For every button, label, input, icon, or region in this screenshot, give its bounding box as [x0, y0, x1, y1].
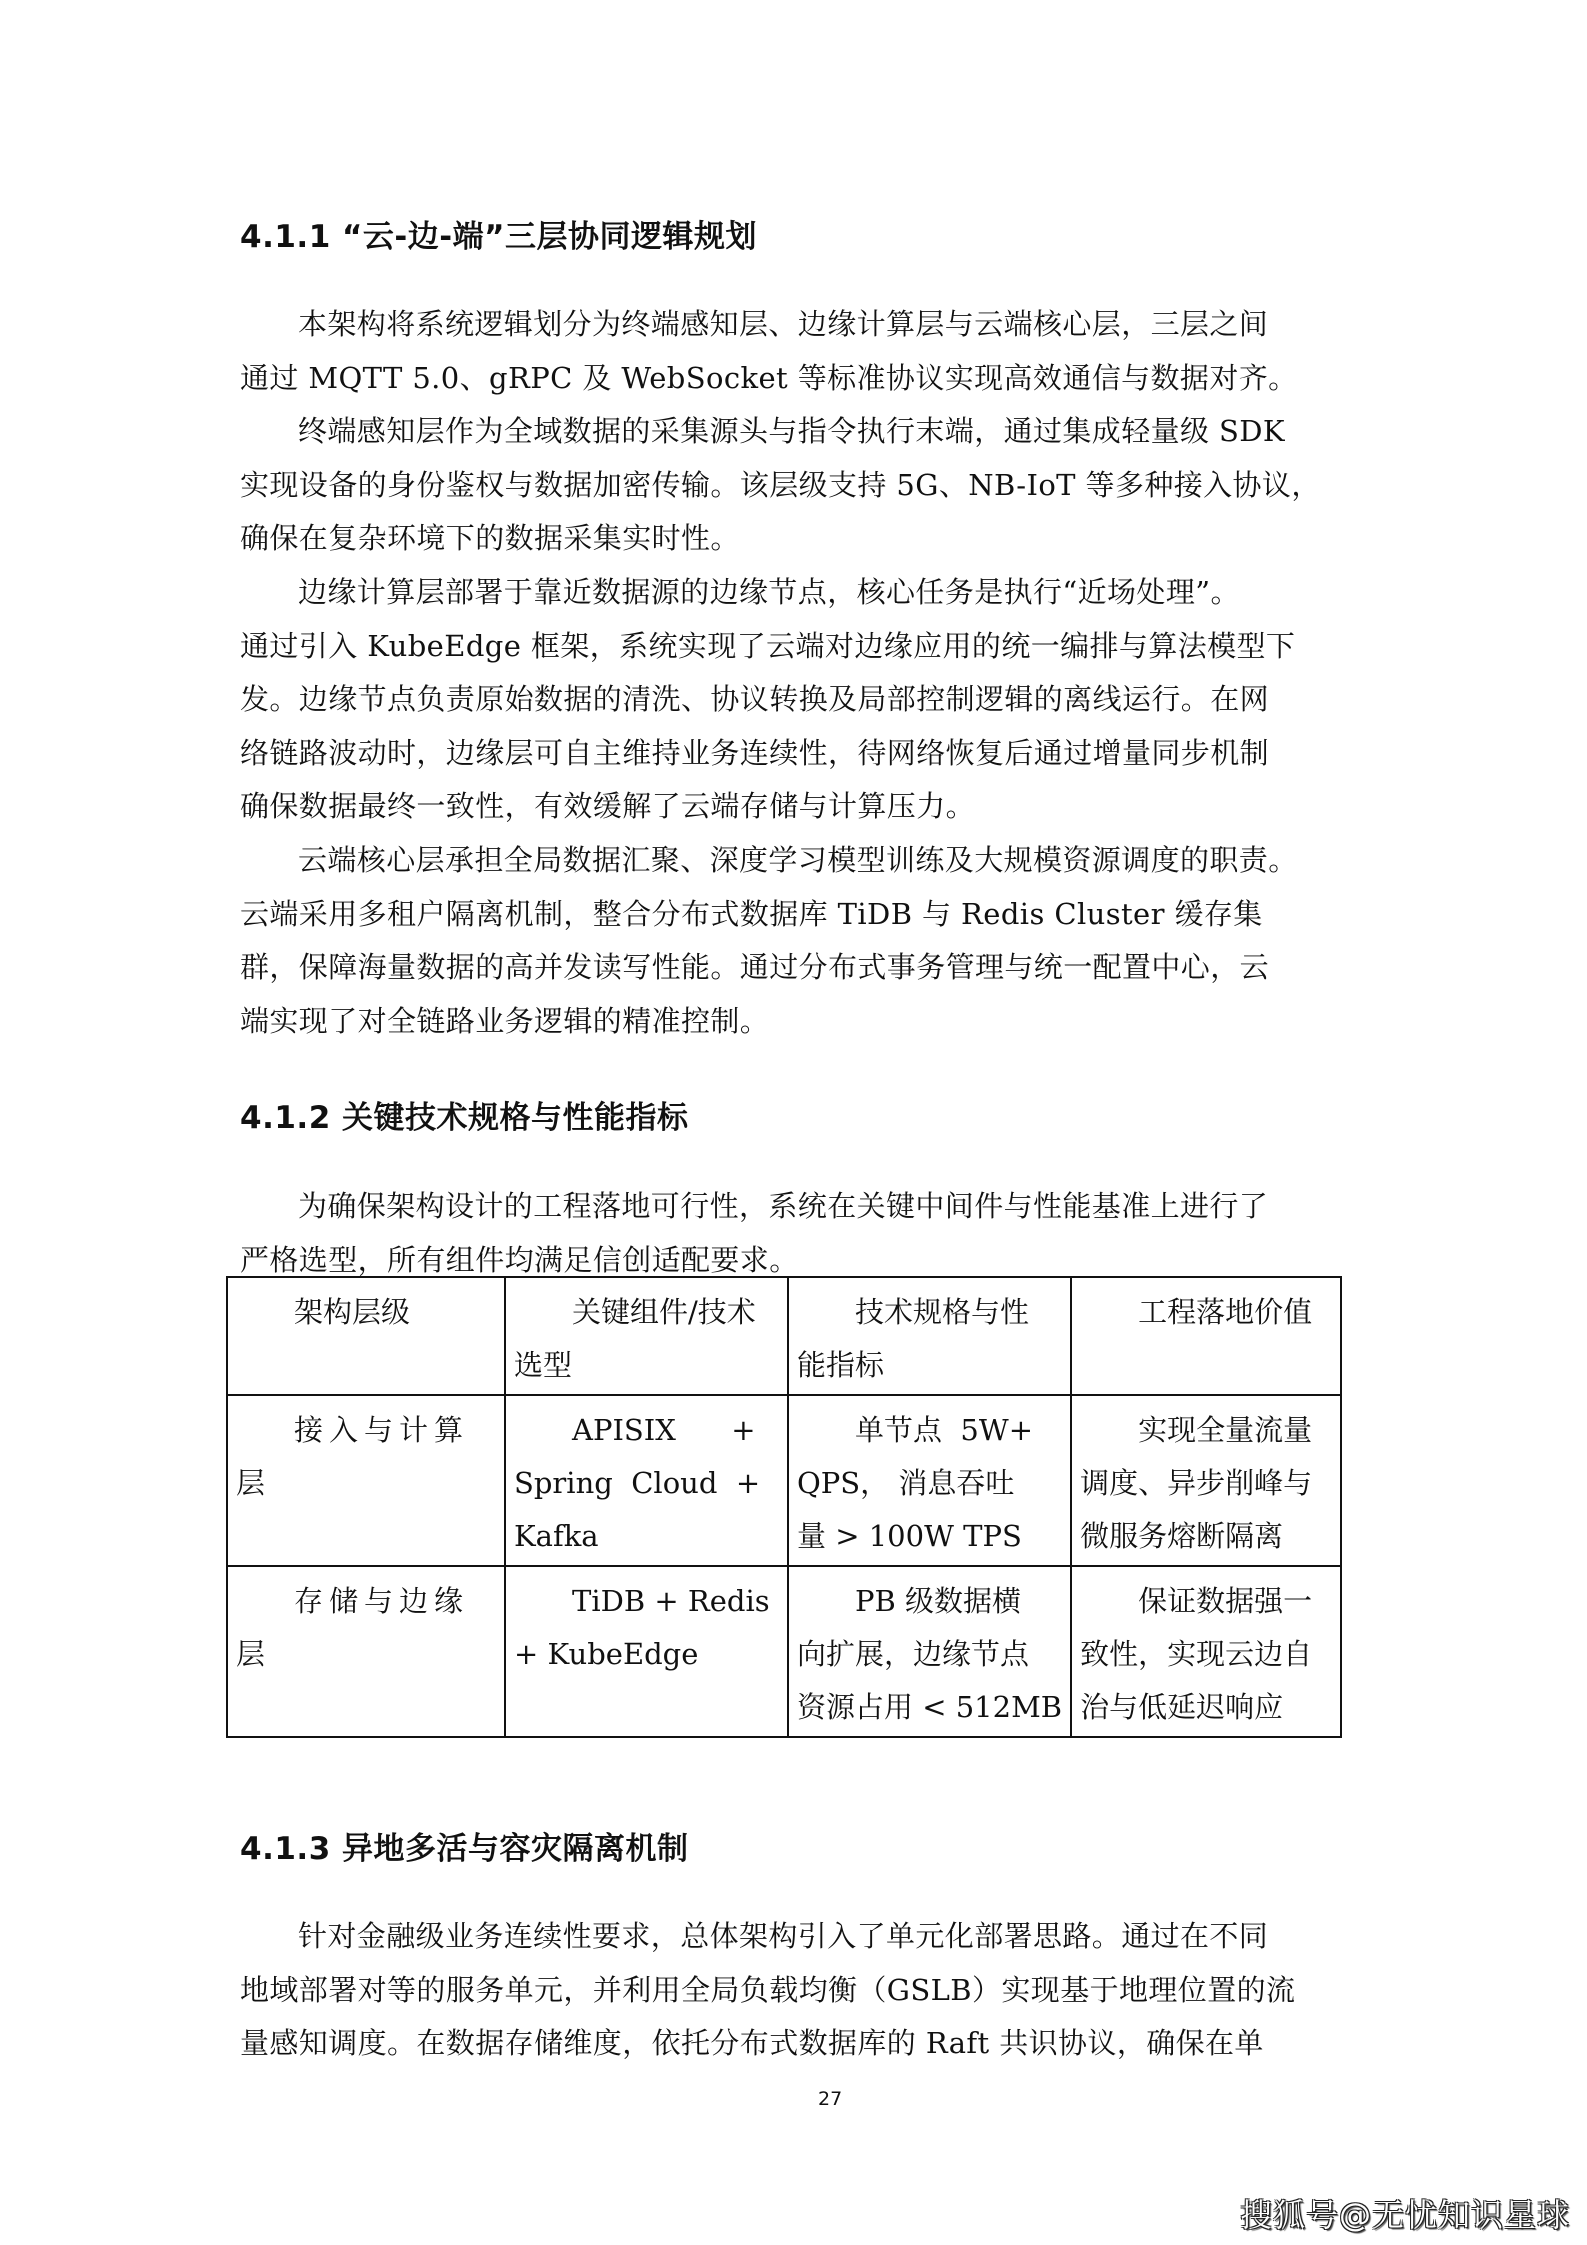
text-line: 为确保架构设计的工程落地可行性，系统在关键中间件与性能基准上进行了 — [298, 1189, 1269, 1223]
cell-text: 保证数据强一 — [1138, 1584, 1313, 1618]
text-line: 本架构将系统逻辑划分为终端感知层、边缘计算层与云端核心层，三层之间 — [298, 307, 1269, 341]
cell-text: PB 级数据横 — [855, 1584, 1022, 1618]
text-line: 通过 MQTT 5.0、gRPC 及 WebSocket 等标准协议实现高效通信与数据对齐。 — [240, 360, 1298, 395]
header-cell — [505, 1277, 788, 1395]
table-cell — [788, 1566, 1071, 1737]
page-number: 27 — [818, 2088, 843, 2110]
tech-spec-table — [226, 1276, 1342, 1738]
table-cell — [227, 1566, 505, 1737]
table-row — [227, 1566, 1341, 1737]
watermark: 搜狐号@无忧知识星球 — [1240, 2196, 1571, 2234]
cell-text: QPS， 消息吞吐 — [797, 1466, 1015, 1500]
section-heading-4-1-2: 4.1.2 关键技术规格与性能指标 — [240, 1100, 689, 1136]
header-cell — [227, 1277, 505, 1395]
cell-text: 接入与计算 — [294, 1413, 470, 1447]
section-heading-4-1-3: 4.1.3 异地多活与容灾隔离机制 — [240, 1831, 689, 1867]
paragraph — [240, 1910, 1352, 2071]
cell-text: 致性，实现云边自 — [1080, 1637, 1313, 1671]
table-cell — [1071, 1395, 1341, 1566]
paragraph — [240, 834, 1352, 1048]
table-cell — [1071, 1566, 1341, 1737]
paragraph — [240, 566, 1352, 834]
header-text: 工程落地价值 — [1138, 1295, 1313, 1329]
header-text: 关键组件/技术 — [572, 1295, 756, 1329]
cell-text: 存储与边缘 — [294, 1584, 470, 1618]
text-line: 实现设备的身份鉴权与数据加密传输。该层级支持 5G、NB-IoT 等多种接入协议， — [240, 467, 1321, 502]
text-line: 通过引入 KubeEdge 框架，系统实现了云端对边缘应用的统一编排与算法模型下 — [240, 628, 1296, 663]
cell-text: 层 — [236, 1466, 266, 1500]
table-row — [227, 1395, 1341, 1566]
cell-text: APISIX + — [572, 1413, 756, 1447]
table-cell — [505, 1395, 788, 1566]
header-text: 架构层级 — [294, 1295, 411, 1329]
text-line: 络链路波动时，边缘层可自主维持业务连续性，待网络恢复后通过增量同步机制 — [240, 735, 1270, 770]
header-text: 技术规格与性 — [855, 1295, 1030, 1329]
cell-text: 实现全量流量 — [1138, 1413, 1313, 1447]
text-line: 量感知调度。在数据存储维度，依托分布式数据库的 Raft 共识协议，确保在单 — [240, 2026, 1264, 2060]
cell-text: 微服务熔断隔离 — [1080, 1519, 1284, 1553]
cell-text: 层 — [236, 1637, 266, 1671]
paragraph — [240, 405, 1352, 566]
paragraph — [240, 298, 1352, 405]
cell-text: Kafka — [514, 1519, 599, 1553]
table-header-row — [227, 1277, 1341, 1395]
table-cell — [227, 1395, 505, 1566]
cell-text: 资源占用 < 512MB — [797, 1690, 1063, 1724]
paragraph — [240, 1180, 1352, 1287]
text-line: 确保数据最终一致性，有效缓解了云端存储与计算压力。 — [240, 789, 976, 823]
cell-text: TiDB + Redis — [572, 1584, 770, 1618]
cell-text: 向扩展，边缘节点 — [797, 1637, 1030, 1671]
text-line: 终端感知层作为全域数据的采集源头与指令执行末端，通过集成轻量级 SDK — [298, 414, 1286, 448]
cell-text: 单节点 5W+ — [855, 1413, 1033, 1447]
text-line: 地域部署对等的服务单元，并利用全局负载均衡（GSLB）实现基于地理位置的流 — [240, 1972, 1296, 2007]
header-cell — [788, 1277, 1071, 1395]
text-line: 严格选型，所有组件均满足信创适配要求。 — [240, 1242, 799, 1277]
header-text: 选型 — [514, 1348, 573, 1382]
text-line: 云端采用多租户隔离机制，整合分布式数据库 TiDB 与 Redis Cluster 缓存集 — [240, 896, 1263, 931]
text-line: 云端核心层承担全局数据汇聚、深度学习模型训练及大规模资源调度的职责。 — [298, 843, 1298, 877]
text-line: 边缘计算层部署于靠近数据源的边缘节点，核心任务是执行“近场处理”。 — [298, 575, 1240, 609]
header-cell — [1071, 1277, 1341, 1395]
cell-text: + KubeEdge — [514, 1637, 699, 1671]
text-line: 群，保障海量数据的高并发读写性能。通过分布式事务管理与统一配置中心，云 — [240, 950, 1270, 984]
section-heading-4-1-1: 4.1.1 “云-边-端”三层协同逻辑规划 — [240, 219, 758, 255]
header-text: 能指标 — [797, 1348, 885, 1382]
cell-text: 量 > 100W TPS — [797, 1519, 1022, 1553]
cell-text: 治与低延迟响应 — [1080, 1690, 1284, 1724]
table-cell — [505, 1566, 788, 1737]
table-cell — [788, 1395, 1071, 1566]
cell-text: 调度、异步削峰与 — [1080, 1466, 1313, 1500]
text-line: 针对金融级业务连续性要求，总体架构引入了单元化部署思路。通过在不同 — [298, 1919, 1269, 1953]
text-line: 确保在复杂环境下的数据采集实时性。 — [240, 521, 740, 555]
text-line: 发。边缘节点负责原始数据的清洗、协议转换及局部控制逻辑的离线运行。在网 — [240, 682, 1270, 716]
text-line: 端实现了对全链路业务逻辑的精准控制。 — [240, 1003, 770, 1038]
cell-text: Spring Cloud + — [514, 1466, 761, 1500]
